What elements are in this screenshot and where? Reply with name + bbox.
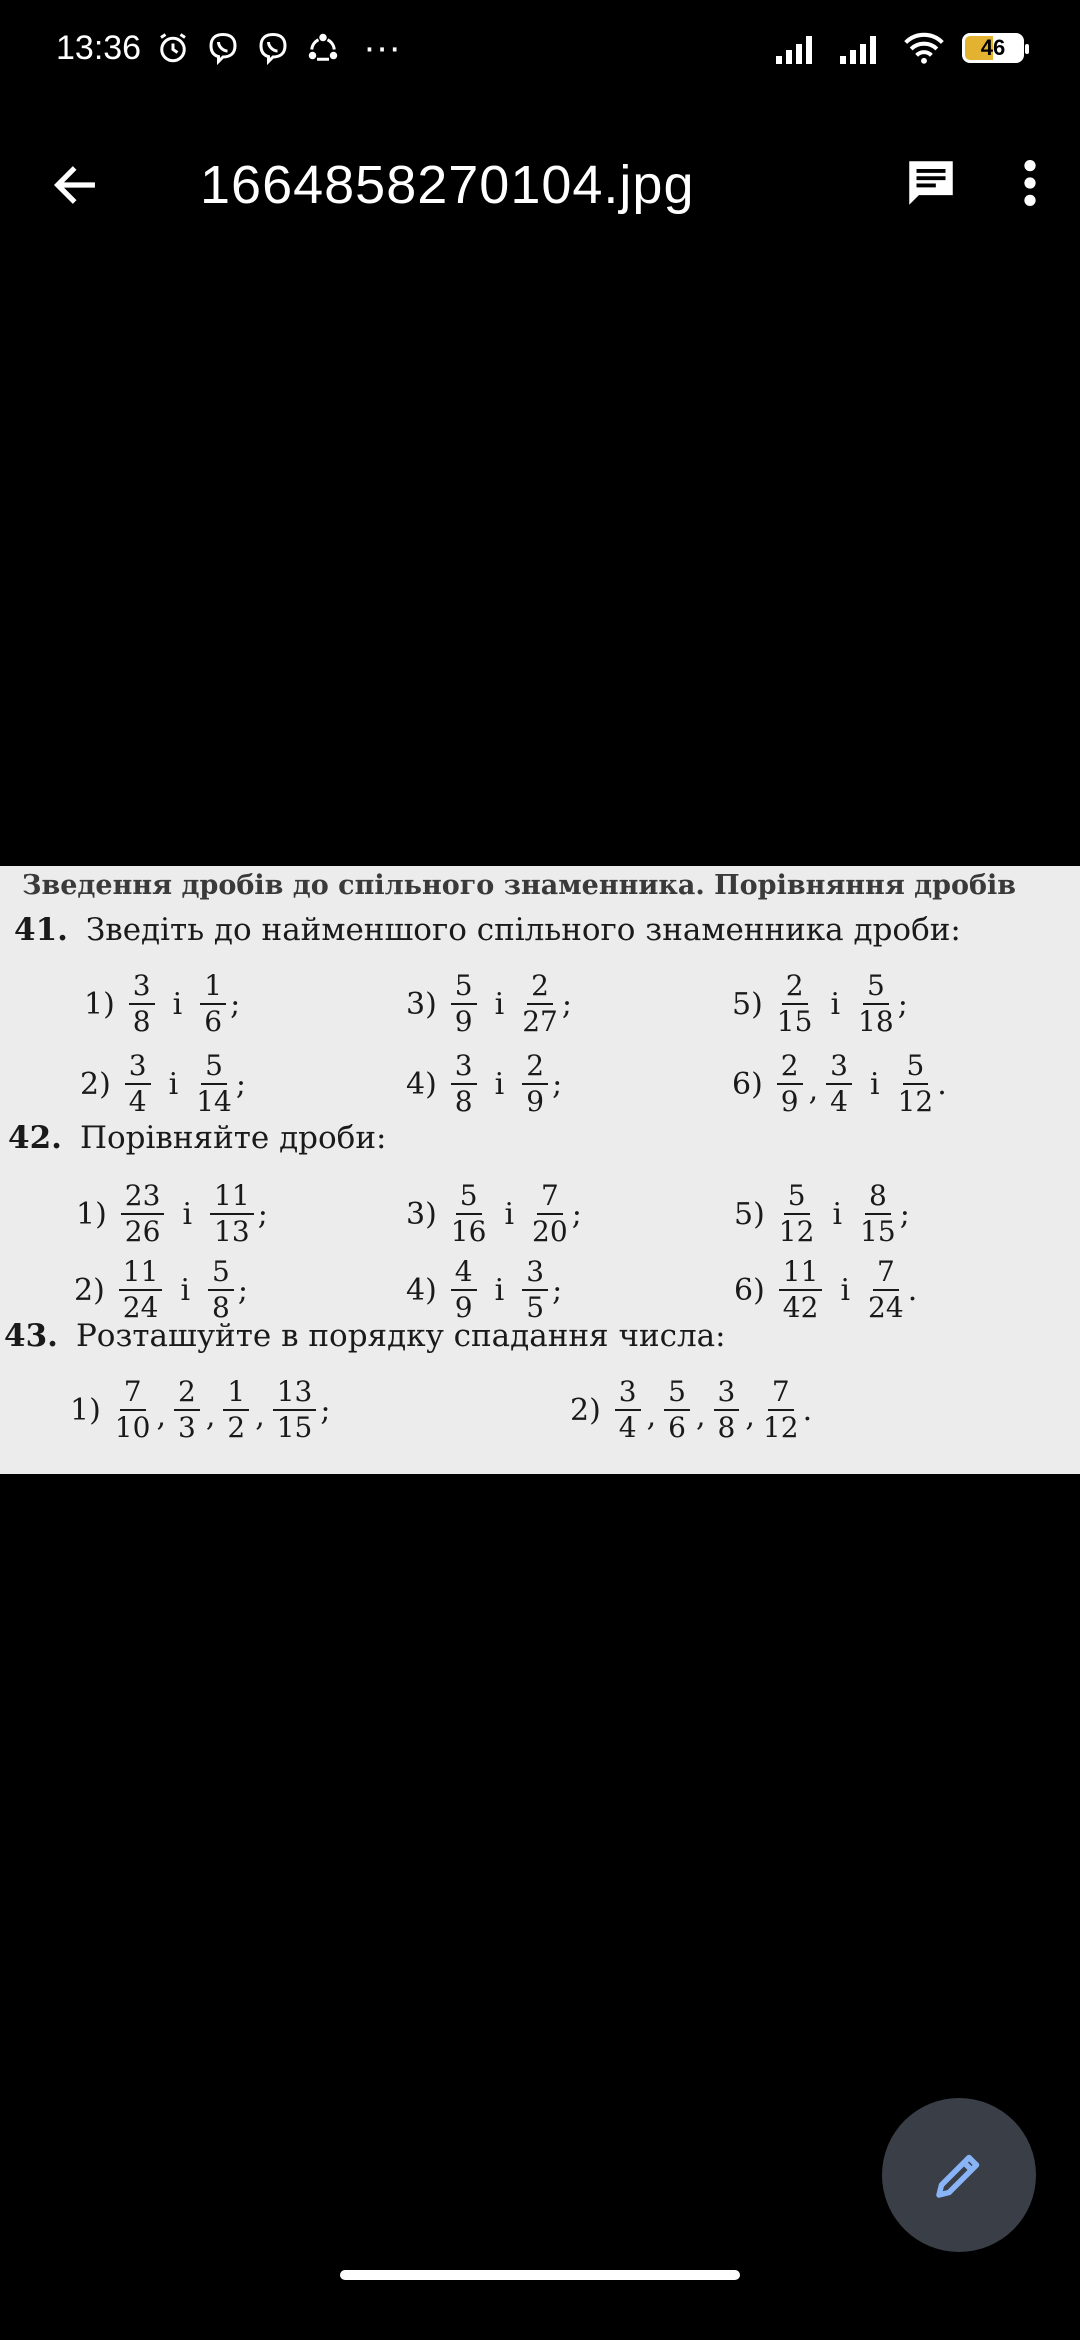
section-header: Зведення дробів до спільного знаменника. Порівняння дробів	[22, 870, 1017, 901]
photo-view[interactable]	[0, 866, 1080, 1474]
comma: ,	[745, 1398, 755, 1434]
conjunction: і	[168, 1066, 179, 1102]
numerator: 5	[456, 1182, 482, 1215]
exercise-item	[732, 969, 908, 1038]
fraction	[779, 1255, 823, 1324]
conjunction: і	[494, 1066, 505, 1102]
numerator: 11	[779, 1258, 823, 1291]
item-label: 3)	[406, 986, 437, 1022]
exercise-43-title	[4, 1318, 726, 1354]
fraction	[860, 1179, 896, 1248]
exercise-number: 41.	[14, 912, 68, 948]
fraction	[451, 1255, 477, 1324]
punctuation: ;	[561, 986, 572, 1022]
denominator: 8	[717, 1411, 736, 1444]
fraction	[125, 1049, 151, 1118]
numerator: 3	[451, 1052, 477, 1085]
numerator: 2	[782, 972, 808, 1005]
numerator: 5	[208, 1258, 234, 1291]
comma: ,	[808, 1072, 819, 1108]
more-options-button[interactable]	[1020, 157, 1040, 214]
punctuation: .	[907, 1272, 918, 1308]
conjunction: і	[182, 1196, 193, 1232]
numerator: 2	[527, 972, 553, 1005]
numerator: 3	[125, 1052, 151, 1085]
viber-icon	[255, 30, 291, 66]
fraction	[714, 1375, 740, 1444]
punctuation: ;	[899, 1196, 910, 1232]
punctuation: ;	[552, 1272, 563, 1308]
denominator: 15	[776, 1005, 813, 1038]
signal-icon	[774, 32, 822, 64]
conjunction: і	[180, 1272, 191, 1308]
pencil-icon	[929, 2145, 989, 2205]
denominator: 14	[196, 1085, 232, 1118]
exercise-item	[732, 1049, 947, 1118]
punctuation: ;	[897, 986, 908, 1022]
fraction	[522, 1255, 548, 1324]
fraction	[868, 1255, 904, 1324]
exercise-item	[70, 1375, 331, 1444]
exercise-number: 42.	[8, 1120, 62, 1156]
status-right	[774, 31, 1024, 65]
numerator: 2	[522, 1052, 548, 1085]
item-label: 1)	[70, 1392, 101, 1428]
viber-icon	[205, 30, 241, 66]
denominator: 4	[830, 1085, 848, 1118]
denominator: 4	[128, 1085, 147, 1118]
comment-button[interactable]	[902, 154, 960, 217]
numerator: 3	[826, 1052, 852, 1085]
fraction	[897, 1049, 934, 1118]
exercise-text: Порівняйте дроби:	[79, 1120, 387, 1156]
denominator: 20	[532, 1215, 568, 1248]
denominator: 9	[454, 1005, 473, 1038]
denominator: 26	[124, 1215, 161, 1248]
fraction	[114, 1375, 151, 1444]
numerator: 3	[615, 1378, 641, 1411]
item-label: 4)	[406, 1272, 437, 1308]
exercise-number: 43.	[4, 1318, 58, 1354]
exercise-41-title	[14, 912, 961, 948]
conjunction: і	[494, 986, 505, 1022]
denominator: 6	[668, 1411, 686, 1444]
conjunction: і	[840, 1272, 851, 1308]
numerator: 11	[210, 1182, 254, 1215]
comma: ,	[696, 1398, 706, 1434]
punctuation: ;	[230, 986, 241, 1022]
denominator: 8	[212, 1291, 230, 1324]
punctuation: ;	[237, 1272, 248, 1308]
wifi-icon	[902, 31, 946, 65]
exercise-text: Розташуйте в порядку спадання числа:	[75, 1318, 726, 1354]
denominator: 2	[227, 1411, 246, 1444]
sync-icon	[305, 30, 341, 66]
numerator: 2	[174, 1378, 200, 1411]
exercise-item	[406, 1049, 563, 1118]
fraction	[532, 1179, 568, 1248]
alarm-icon	[155, 30, 191, 66]
conjunction: і	[504, 1196, 515, 1232]
item-label: 5)	[732, 986, 763, 1022]
item-label: 6)	[734, 1272, 765, 1308]
numerator: 5	[903, 1052, 929, 1085]
item-label: 5)	[734, 1196, 765, 1232]
item-label: 2)	[570, 1392, 601, 1428]
punctuation: ;	[235, 1066, 246, 1102]
clock: 13:36	[56, 28, 142, 67]
fraction	[451, 1049, 477, 1118]
numerator: 7	[120, 1378, 146, 1411]
fraction	[196, 1049, 232, 1118]
denominator: 13	[214, 1215, 250, 1248]
app-bar	[0, 110, 1080, 260]
fraction	[762, 1375, 799, 1444]
more-notifications: ···	[363, 26, 402, 69]
exercise-item	[570, 1375, 813, 1444]
item-label: 4)	[406, 1066, 437, 1102]
numerator: 13	[273, 1378, 317, 1411]
fraction	[777, 1049, 803, 1118]
numerator: 8	[865, 1182, 891, 1215]
conjunction: і	[832, 1196, 843, 1232]
denominator: 8	[454, 1085, 473, 1118]
fraction	[200, 969, 226, 1038]
punctuation: .	[937, 1066, 947, 1102]
punctuation: .	[802, 1392, 813, 1428]
fraction	[826, 1049, 852, 1118]
exercise-item	[406, 969, 572, 1038]
battery-icon	[962, 33, 1024, 63]
file-title: 1664858270104.jpg	[200, 155, 695, 215]
denominator: 12	[778, 1215, 815, 1248]
numerator: 7	[537, 1182, 563, 1215]
fraction	[223, 1375, 249, 1444]
exercise-item	[734, 1179, 910, 1248]
item-label: 2)	[74, 1272, 105, 1308]
denominator: 18	[858, 1005, 894, 1038]
denominator: 42	[782, 1291, 819, 1324]
numerator: 5	[451, 972, 477, 1005]
numerator: 1	[200, 972, 226, 1005]
punctuation: ;	[571, 1196, 582, 1232]
fraction	[450, 1179, 487, 1248]
fraction	[129, 969, 155, 1038]
item-label: 1)	[84, 986, 115, 1022]
denominator: 9	[454, 1291, 473, 1324]
fraction	[776, 969, 813, 1038]
item-label: 6)	[732, 1066, 763, 1102]
numerator: 7	[873, 1258, 899, 1291]
denominator: 12	[897, 1085, 934, 1118]
fraction	[778, 1179, 815, 1248]
comma: ,	[156, 1398, 166, 1434]
numerator: 11	[119, 1258, 163, 1291]
item-label: 3)	[406, 1196, 437, 1232]
denominator: 4	[618, 1411, 637, 1444]
punctuation: ;	[320, 1392, 331, 1428]
denominator: 8	[132, 1005, 151, 1038]
denominator: 24	[868, 1291, 904, 1324]
punctuation: ;	[257, 1196, 268, 1232]
comma: ,	[205, 1398, 216, 1434]
battery-level: 46	[980, 35, 1006, 60]
signal-icon	[838, 32, 886, 64]
app-bar-actions	[902, 154, 1040, 217]
comma: ,	[255, 1398, 265, 1434]
denominator: 16	[450, 1215, 487, 1248]
exercise-item	[80, 1049, 246, 1118]
numerator: 1	[223, 1378, 249, 1411]
fraction	[119, 1255, 163, 1324]
denominator: 24	[122, 1291, 159, 1324]
fraction	[522, 1049, 548, 1118]
gesture-navigation-bar[interactable]	[340, 2270, 740, 2280]
exercise-item	[406, 1255, 563, 1324]
fraction	[208, 1255, 234, 1324]
denominator: 9	[780, 1085, 799, 1118]
exercise-item	[74, 1255, 248, 1324]
item-label: 2)	[80, 1066, 111, 1102]
conjunction: і	[870, 1066, 880, 1102]
denominator: 6	[204, 1005, 223, 1038]
denominator: 9	[526, 1085, 545, 1118]
numerator: 4	[451, 1258, 477, 1291]
fraction	[615, 1375, 641, 1444]
exercise-item	[76, 1179, 268, 1248]
punctuation: ;	[552, 1066, 563, 1102]
comment-icon	[902, 154, 960, 212]
exercise-text: Зведіть до найменшого спільного знаменника дроби:	[85, 912, 961, 948]
numerator: 3	[129, 972, 155, 1005]
denominator: 10	[114, 1411, 151, 1444]
denominator: 27	[522, 1005, 558, 1038]
more-vert-icon	[1020, 157, 1040, 209]
status-left	[56, 27, 401, 70]
conjunction: і	[830, 986, 841, 1022]
fraction	[174, 1375, 200, 1444]
fraction	[522, 969, 558, 1038]
numerator: 5	[863, 972, 889, 1005]
exercise-item	[734, 1255, 918, 1324]
fraction	[273, 1375, 317, 1444]
exercise-42-title	[8, 1120, 386, 1156]
denominator: 12	[762, 1411, 799, 1444]
denominator: 3	[177, 1411, 196, 1444]
fraction	[451, 969, 477, 1038]
numerator: 3	[522, 1258, 548, 1291]
denominator: 15	[860, 1215, 896, 1248]
back-button[interactable]	[40, 150, 110, 220]
conjunction: і	[172, 986, 183, 1022]
comma: ,	[646, 1398, 657, 1434]
exercise-item	[84, 969, 241, 1038]
numerator: 5	[784, 1182, 810, 1215]
numerator: 2	[777, 1052, 803, 1085]
numerator: 7	[768, 1378, 794, 1411]
edit-button[interactable]	[882, 2098, 1036, 2252]
denominator: 15	[276, 1411, 313, 1444]
numerator: 23	[121, 1182, 165, 1215]
item-label: 1)	[76, 1196, 107, 1232]
status-bar	[0, 0, 1080, 96]
arrow-left-icon	[49, 159, 101, 211]
fraction	[664, 1375, 690, 1444]
conjunction: і	[494, 1272, 505, 1308]
fraction	[858, 969, 894, 1038]
denominator: 5	[526, 1291, 545, 1324]
fraction	[210, 1179, 254, 1248]
numerator: 5	[664, 1378, 690, 1411]
numerator: 5	[201, 1052, 227, 1085]
numerator: 3	[714, 1378, 740, 1411]
exercise-item	[406, 1179, 582, 1248]
fraction	[121, 1179, 165, 1248]
